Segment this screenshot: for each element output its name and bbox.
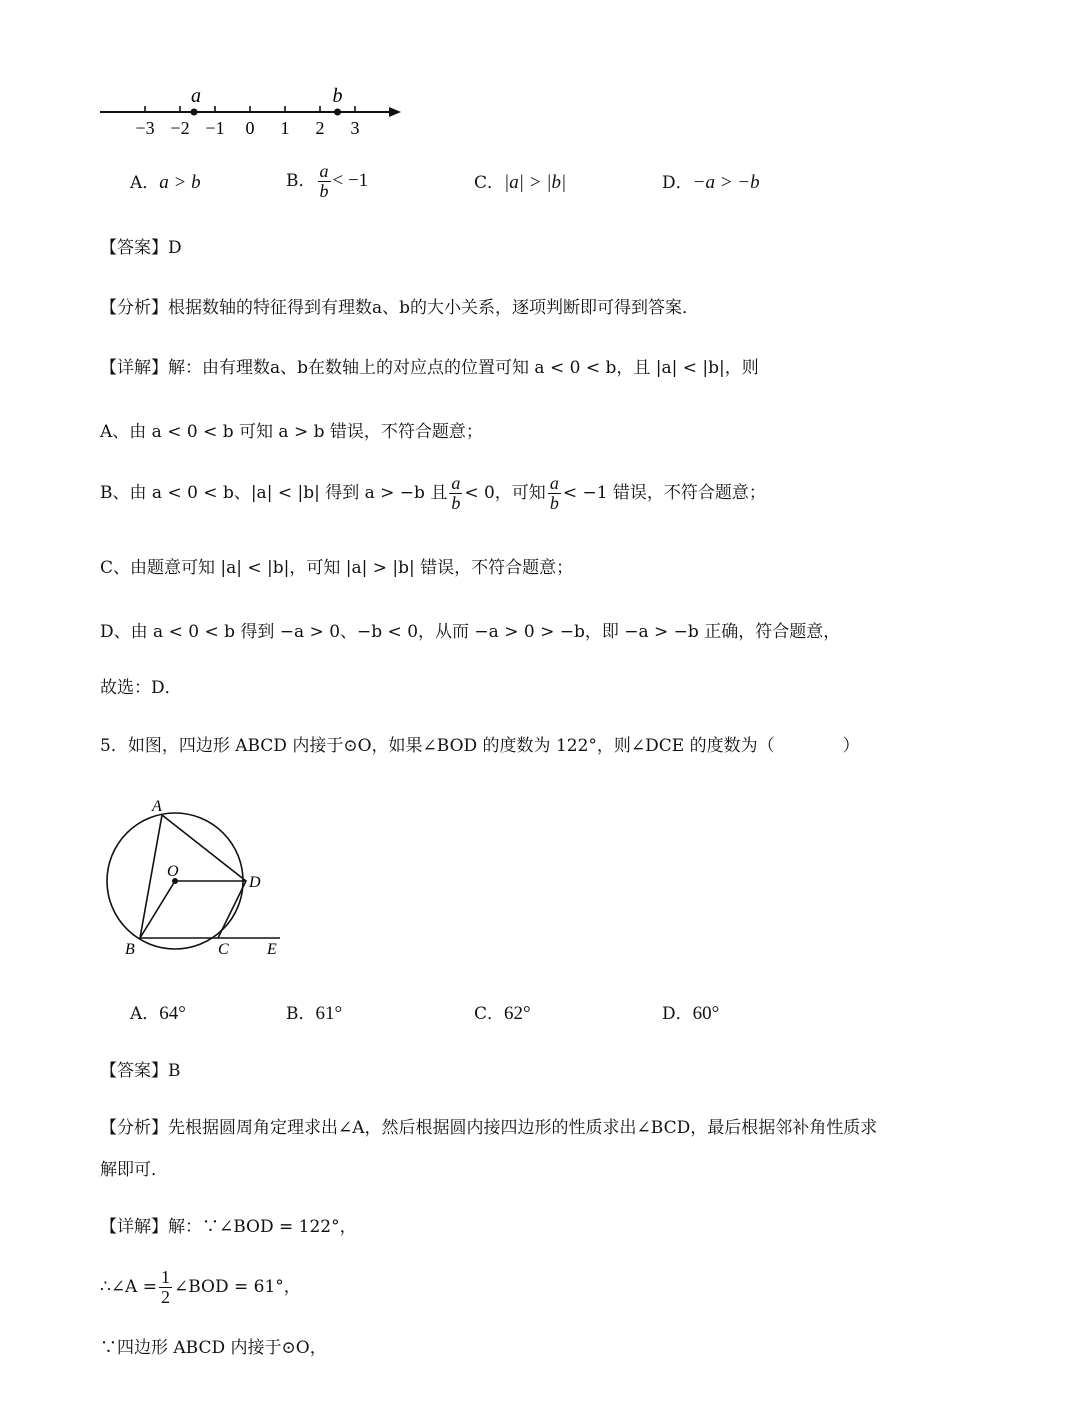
q4-option-b-fraction: $\frac{a}{b}$ xyxy=(319,161,329,201)
tick-label: 0 xyxy=(245,118,255,138)
q5-option-d: D．60° xyxy=(662,1003,720,1024)
point-b-label: b xyxy=(332,85,343,107)
q4-line-d: D、由 a < 0 < b 得到 −a > 0、−b < 0，从而 −a > 0 > −b，即 −a > −b 正确，符合题意， xyxy=(100,622,841,642)
q4-line-a: A、由 a < 0 < b 可知 a > b 错误，不符合题意； xyxy=(100,422,483,442)
point-b xyxy=(334,109,341,116)
tick-label: 2 xyxy=(315,118,325,138)
label-a: A xyxy=(152,798,162,815)
q5-detail-3: ∵四边形 ABCD 内接于⊙O， xyxy=(100,1338,327,1358)
q4-option-b: B． $\frac{a}{b}$ < −1 xyxy=(286,161,369,201)
q5-analysis-2: 解即可． xyxy=(100,1160,168,1180)
circle-figure xyxy=(100,795,300,965)
q4-line-c: C、由题意可知 |a| < |b|，可知 |a| > |b| 错误，不符合题意； xyxy=(100,558,574,578)
label-c: C xyxy=(218,941,229,958)
q4-answer: 【答案】D xyxy=(100,238,182,258)
label-b: B xyxy=(125,941,135,958)
label-e: E xyxy=(267,941,277,958)
point-a-label: a xyxy=(191,85,201,107)
number-line-arrow xyxy=(389,107,401,117)
q5-option-c: C．62° xyxy=(474,1003,531,1024)
tick-label: −1 xyxy=(205,118,225,138)
q4-analysis: 【分析】根据数轴的特征得到有理数a、b的大小关系，逐项判断即可得到答案． xyxy=(100,298,700,318)
tick-label: −3 xyxy=(135,118,155,138)
q5-option-b: B．61° xyxy=(286,1003,343,1024)
q5-answer: 【答案】B xyxy=(100,1061,181,1081)
tick-label: 3 xyxy=(350,118,360,138)
q5-option-a: A．64° xyxy=(130,1003,186,1024)
q5-detail-2: ∴∠A = $\frac{1}{2}$ ∠BOD = 61°， xyxy=(100,1267,301,1307)
q4-option-d: D．−a > −b xyxy=(662,172,760,193)
q4-option-c: C．|a| > |b| xyxy=(474,172,567,193)
q5-detail-1: 【详解】解：∵∠BOD = 122°， xyxy=(100,1217,357,1237)
q4-detail-intro: 【详解】解：由有理数a、b在数轴上的对应点的位置可知 a < 0 < b，且 |a| < |b|，则 xyxy=(100,358,759,378)
q5-analysis-1: 【分析】先根据圆周角定理求出∠A，然后根据圆内接四边形的性质求出∠BCD，最后根据邻补角性质求 xyxy=(100,1118,878,1138)
tick-label: −2 xyxy=(170,118,190,138)
label-d: D xyxy=(249,874,261,891)
q4-conclusion: 故选：D． xyxy=(100,678,182,698)
point-a xyxy=(191,109,198,116)
number-line xyxy=(95,82,515,142)
q5-stem: 5．如图，四边形 ABCD 内接于⊙O，如果∠BOD 的度数为 122°，则∠DCE 的度数为（ ） xyxy=(100,736,860,756)
q4-option-a: A．a > b xyxy=(130,172,201,193)
q4-line-b: B、由 a < 0 < b、|a| < |b| 得到 a > −b 且 $\frac{a}{b}$ < 0，可知 $\frac{a}{b}$ < −1 错误，不符合题意； xyxy=(100,473,766,513)
tick-label: 1 xyxy=(280,118,290,138)
label-o: O xyxy=(167,863,179,880)
